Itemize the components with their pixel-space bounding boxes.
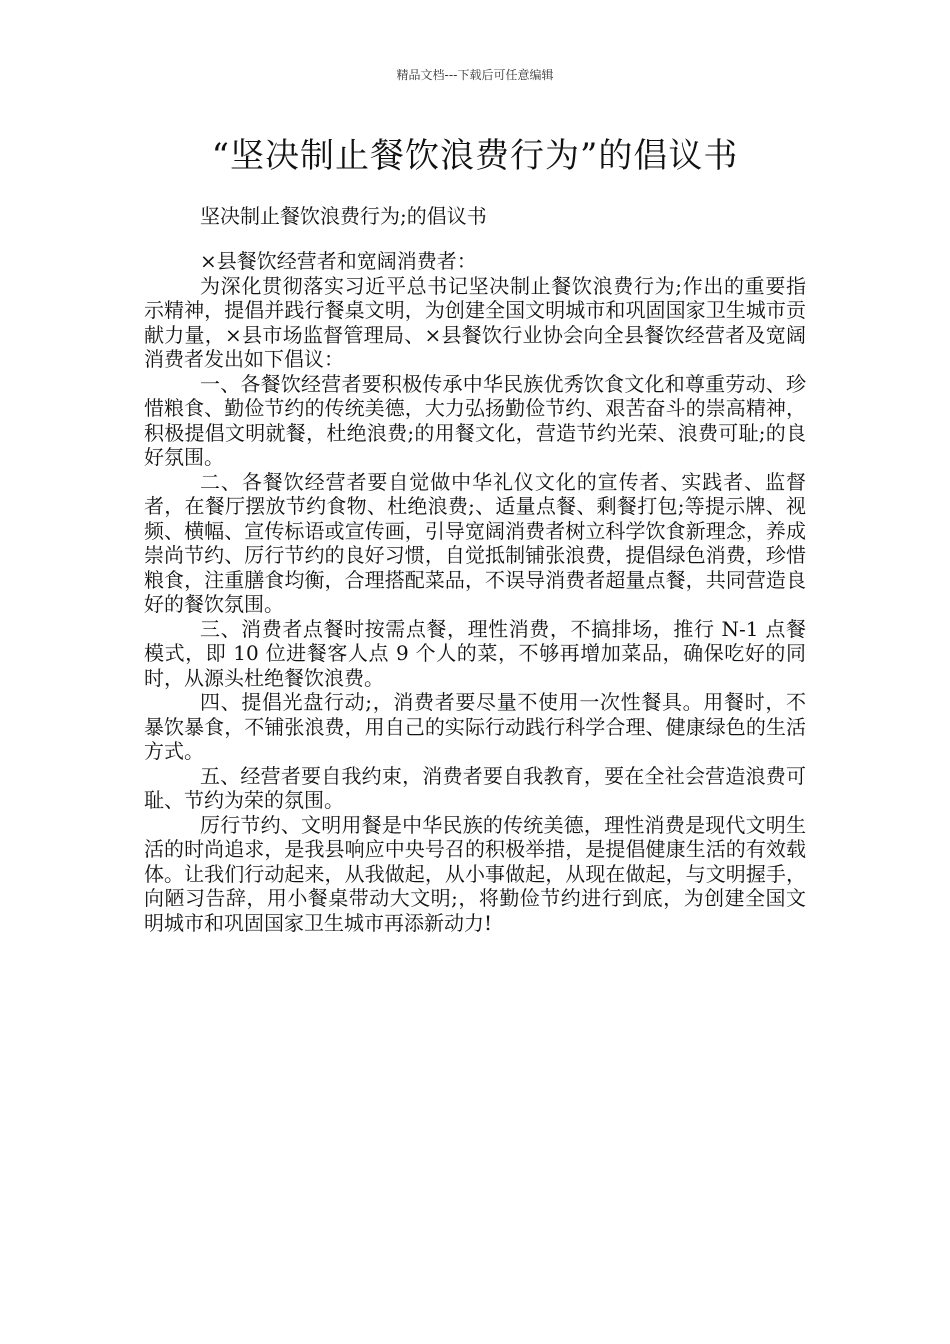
paragraph-intro: 为深化贯彻落实习近平总书记坚决制止餐饮浪费行为;作出的重要指示精神，提倡并践行餐桌文明，为创建全国文明城市和巩固国家卫生城市贡献力量，×县市场监督管理局、×县餐饮行业协会向全县餐饮经营者及宽阔消费者发出如下倡议： [144, 273, 806, 371]
document-body [144, 249, 806, 935]
document-subtitle: 坚决制止餐饮浪费行为;的倡议书 [200, 204, 487, 228]
salutation: ×县餐饮经营者和宽阔消费者： [200, 249, 477, 273]
paragraph-closing: 厉行节约、文明用餐是中华民族的传统美德，理性消费是现代文明生活的时尚追求，是我县响应中央号召的积极举措，是提倡健康生活的有效载体。让我们行动起来，从我做起，从小事做起，从现在做起，与文明握手，向陋习告辞，用小餐桌带动大文明;，将勤俭节约进行到底，为创建全国文明城市和巩固国家卫生城市再添新动力! [144, 812, 806, 935]
document-title: “坚决制止餐饮浪费行为”的倡议书 [211, 136, 739, 176]
paragraph-item-4: 四、提倡光盘行动;，消费者要尽量不使用一次性餐具。用餐时，不暴饮暴食，不铺张浪费，用自己的实际行动践行科学合理、健康绿色的生活方式。 [144, 690, 806, 763]
page-header-watermark: 精品文档---下载后可任意编辑 [396, 68, 554, 82]
paragraph-item-1: 一、各餐饮经营者要积极传承中华民族优秀饮食文化和尊重劳动、珍惜粮食、勤俭节约的传统美德，大力弘扬勤俭节约、艰苦奋斗的崇高精神，积极提倡文明就餐，杜绝浪费;的用餐文化，营造节约光荣、浪费可耻;的良好氛围。 [144, 371, 806, 469]
paragraph-item-2: 二、各餐饮经营者要自觉做中华礼仪文化的宣传者、实践者、监督者，在餐厅摆放节约食物、杜绝浪费;、适量点餐、剩餐打包;等提示牌、视频、横幅、宣传标语或宣传画，引导宽阔消费者树立科学饮食新理念，养成崇尚节约、厉行节约的良好习惯，自觉抵制铺张浪费，提倡绿色消费，珍惜粮食，注重膳食均衡，合理搭配菜品，不误导消费者超量点餐，共同营造良好的餐饮氛围。 [144, 469, 806, 616]
paragraph-item-5: 五、经营者要自我约束，消费者要自我教育，要在全社会营造浪费可耻、节约为荣的氛围。 [144, 763, 806, 812]
paragraph-item-3: 三、消费者点餐时按需点餐，理性消费，不搞排场，推行 N-1 点餐模式，即 10 位进餐客人点 9 个人的菜，不够再增加菜品，确保吃好的同时，从源头杜绝餐饮浪费。 [144, 616, 806, 690]
